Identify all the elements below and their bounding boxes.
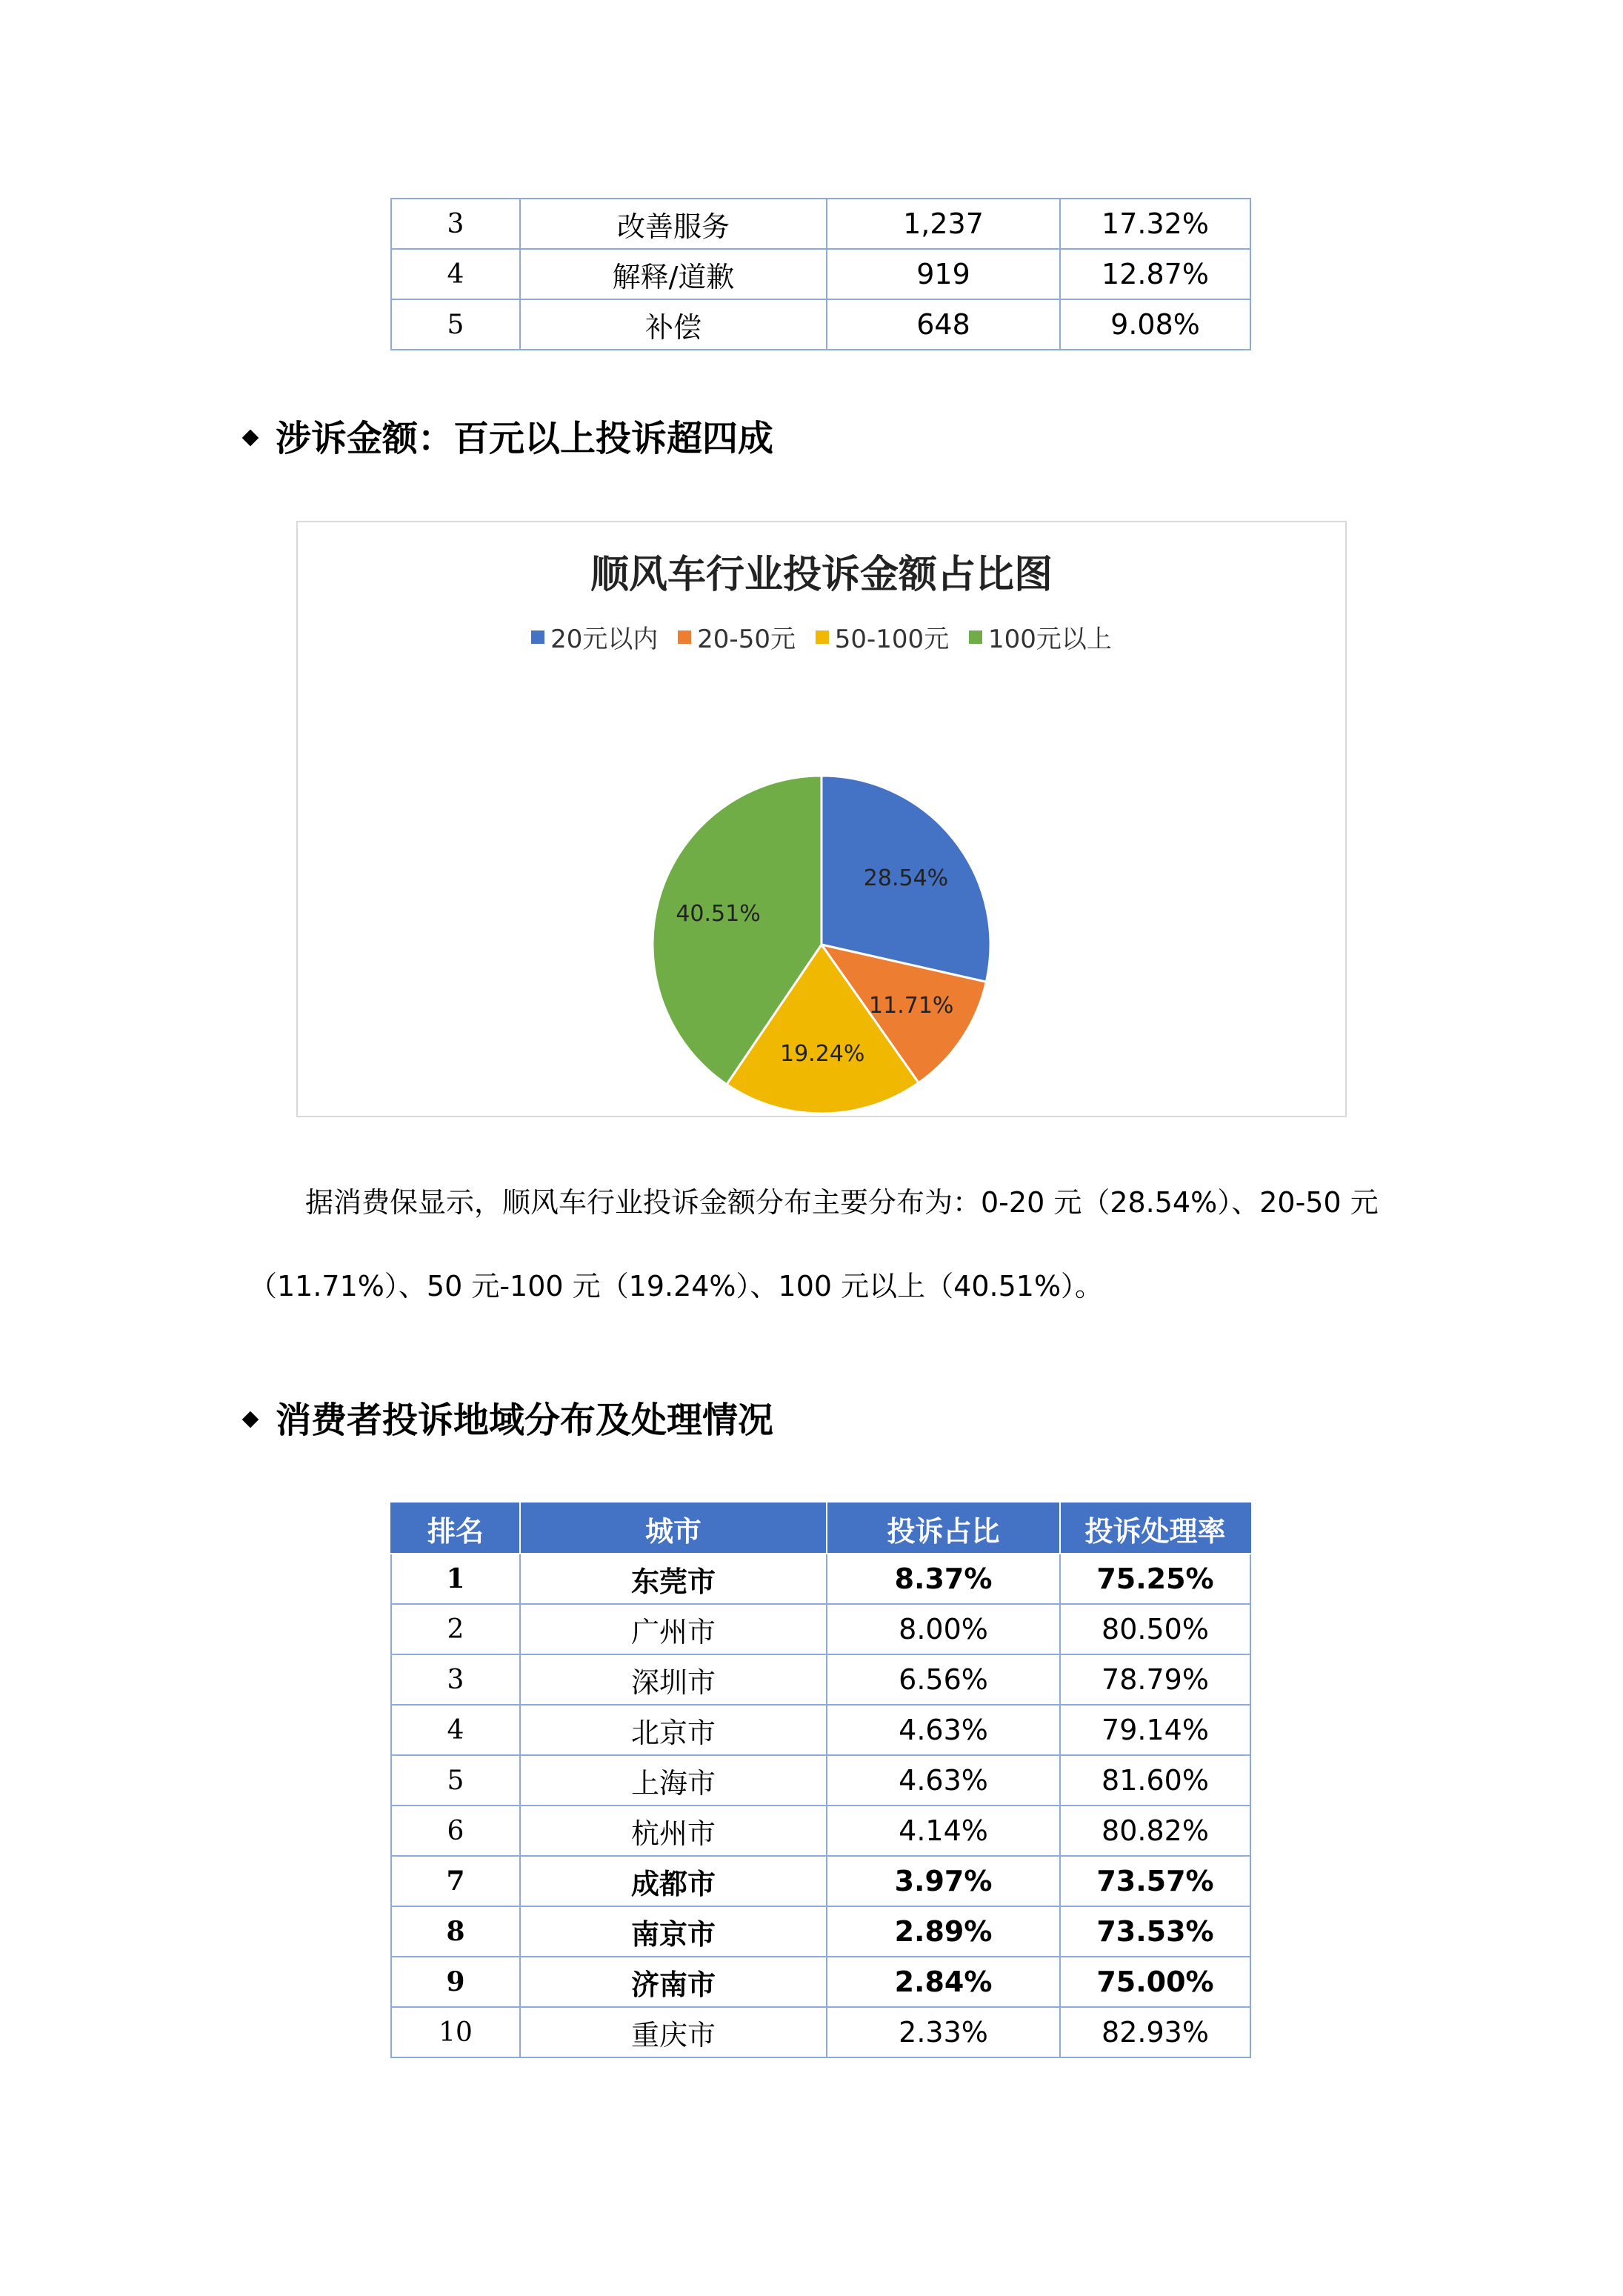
header-rank: 排名	[391, 1503, 520, 1554]
rank-cell: 4	[391, 1705, 520, 1755]
city-cell: 北京市	[520, 1705, 827, 1755]
legend-label: 20元以内	[550, 625, 659, 654]
rate-cell: 81.60%	[1060, 1755, 1250, 1806]
method-cell: 解释/道歉	[520, 249, 827, 299]
share-cell: 2.33%	[827, 2007, 1060, 2057]
rank-cell: 4	[391, 249, 520, 299]
rate-cell: 73.57%	[1060, 1856, 1250, 1906]
rate-cell: 75.00%	[1060, 1957, 1250, 2007]
city-cell: 东莞市	[520, 1554, 827, 1604]
share-cell: 8.00%	[827, 1604, 1060, 1654]
rank-cell: 8	[391, 1906, 520, 1957]
table-row	[391, 199, 1250, 249]
share-cell: 8.37%	[827, 1554, 1060, 1604]
section-heading	[244, 416, 773, 461]
share-cell: 2.84%	[827, 1957, 1060, 2007]
header-rate: 投诉处理率	[1060, 1503, 1250, 1554]
share-cell: 4.63%	[827, 1705, 1060, 1755]
city-cell: 成都市	[520, 1856, 827, 1906]
rank-cell: 7	[391, 1856, 520, 1906]
city-cell: 杭州市	[520, 1806, 827, 1856]
rate-cell: 73.53%	[1060, 1906, 1250, 1957]
table-row	[391, 1604, 1250, 1654]
share-cell: 3.97%	[827, 1856, 1060, 1906]
rank-cell: 5	[391, 1755, 520, 1806]
table-row	[391, 299, 1250, 350]
rate-cell: 80.50%	[1060, 1604, 1250, 1654]
rank-cell: 10	[391, 2007, 520, 2057]
city-cell: 南京市	[520, 1906, 827, 1957]
table-row	[391, 2007, 1250, 2057]
city-complaint-table	[390, 1503, 1251, 2058]
slice-data-label: 28.54%	[863, 865, 949, 891]
slice-data-label: 40.51%	[676, 901, 761, 928]
chart-title: 顺风车行业投诉金额占比图	[590, 553, 1053, 597]
share-cell: 4.63%	[827, 1755, 1060, 1806]
rank-cell: 6	[391, 1806, 520, 1856]
header-city: 城市	[520, 1503, 827, 1554]
legend-label: 50-100元	[834, 625, 950, 654]
table-row	[391, 1554, 1250, 1604]
rank-cell: 9	[391, 1957, 520, 2007]
city-cell: 上海市	[520, 1755, 827, 1806]
table-row	[391, 1654, 1250, 1705]
table-row	[391, 1906, 1250, 1957]
rate-cell: 80.82%	[1060, 1806, 1250, 1856]
rank-cell: 5	[391, 299, 520, 350]
rank-cell: 1	[391, 1554, 520, 1604]
body-paragraph-line-2: （11.71%）、50 元-100 元（19.24%）、100 元以上（40.51%）。	[249, 1270, 1104, 1302]
slice-data-label: 11.71%	[869, 993, 954, 1019]
rank-cell: 2	[391, 1604, 520, 1654]
table-row	[391, 1755, 1250, 1806]
share-cell: 4.14%	[827, 1806, 1060, 1856]
percent-cell: 12.87%	[1060, 249, 1250, 299]
count-cell: 1,237	[827, 199, 1060, 249]
table-row	[391, 249, 1250, 299]
rate-cell: 82.93%	[1060, 2007, 1250, 2057]
slice-data-label: 19.24%	[779, 1040, 865, 1067]
table-row	[391, 1705, 1250, 1755]
city-cell: 广州市	[520, 1604, 827, 1654]
resolution-table	[390, 198, 1251, 350]
share-cell: 2.89%	[827, 1906, 1060, 1957]
pie-plot-area	[298, 522, 1345, 1116]
rank-cell: 3	[391, 199, 520, 249]
count-cell: 919	[827, 249, 1060, 299]
city-cell: 深圳市	[520, 1654, 827, 1705]
method-cell: 改善服务	[520, 199, 827, 249]
city-cell: 济南市	[520, 1957, 827, 2007]
legend-label: 20-50元	[697, 625, 796, 654]
percent-cell: 17.32%	[1060, 199, 1250, 249]
city-cell: 重庆市	[520, 2007, 827, 2057]
pie-chart	[296, 521, 1347, 1117]
table-header-row	[391, 1503, 1250, 1554]
share-cell: 6.56%	[827, 1654, 1060, 1705]
body-paragraph-line-1: 据消费保显示，顺风车行业投诉金额分布主要分布为：0-20 元（28.54%）、20-50 元	[305, 1186, 1379, 1219]
rank-cell: 3	[391, 1654, 520, 1705]
percent-cell: 9.08%	[1060, 299, 1250, 350]
count-cell: 648	[827, 299, 1060, 350]
rate-cell: 78.79%	[1060, 1654, 1250, 1705]
section-heading	[244, 1398, 773, 1443]
diamond-bullet-icon	[242, 430, 259, 447]
header-share: 投诉占比	[827, 1503, 1060, 1554]
section-title: 涉诉金额：百元以上投诉超四成	[276, 418, 774, 459]
table-row	[391, 1806, 1250, 1856]
legend-label: 100元以上	[988, 625, 1112, 654]
table-row	[391, 1856, 1250, 1906]
diamond-bullet-icon	[242, 1411, 259, 1428]
section-title: 消费者投诉地域分布及处理情况	[276, 1400, 774, 1441]
rate-cell: 79.14%	[1060, 1705, 1250, 1755]
table-row	[391, 1957, 1250, 2007]
method-cell: 补偿	[520, 299, 827, 350]
rate-cell: 75.25%	[1060, 1554, 1250, 1604]
